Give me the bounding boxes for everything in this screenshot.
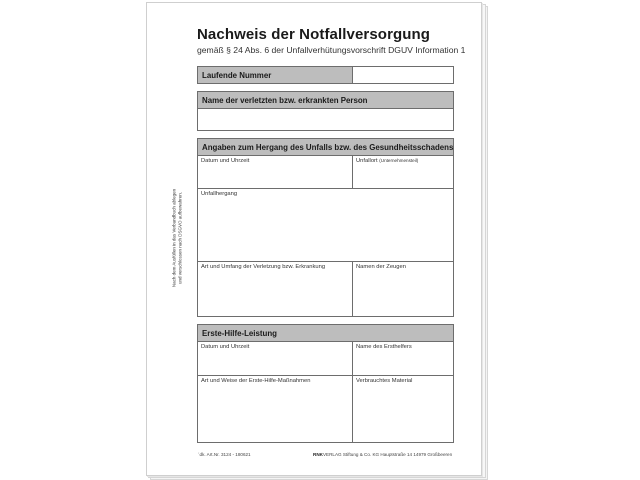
first-aid-measures-field[interactable] <box>197 375 353 443</box>
accident-date-time-field[interactable] <box>197 155 353 189</box>
form-subtitle: gemäß § 24 Abs. 6 der Unfallverhütungsvorschrift DGUV Information 1 <box>197 45 466 55</box>
injured-person-label: Name der verletzten bzw. erkrankten Person <box>197 91 454 109</box>
first-aid-section-heading: Erste-Hilfe-Leistung <box>197 324 454 342</box>
side-note <box>171 173 182 303</box>
running-number-field[interactable] <box>352 66 454 84</box>
injured-person-field[interactable] <box>197 108 454 131</box>
first-aid-measures-label: Art und Weise der Erste-Hilfe-Maßnahmen <box>201 378 311 384</box>
injury-type-label: Art und Umfang der Verletzung bzw. Erkrankung <box>201 264 326 270</box>
first-aider-label: Name des Ersthelfers <box>356 344 412 350</box>
witnesses-label: Namen der Zeugen <box>356 264 406 270</box>
materials-used-field[interactable] <box>352 375 454 443</box>
first-aider-field[interactable] <box>352 341 454 376</box>
accident-location-note: (Unternehmensteil) <box>379 158 419 163</box>
form-title: Nachweis der Notfallversorgung <box>197 26 431 43</box>
running-number-label: Laufende Nummer <box>197 66 353 84</box>
footer-publisher <box>313 452 452 457</box>
first-aid-date-time-label: Datum und Uhrzeit <box>201 344 250 350</box>
accident-location-label: Unfallort <box>356 158 378 164</box>
injury-type-field[interactable] <box>197 261 353 317</box>
side-note-line-2: und verschlossen nach DSGVO aufbewahren. <box>177 191 182 285</box>
accident-section-heading: Angaben zum Hergang des Unfalls bzw. des Gesundheitsschadens <box>197 138 454 156</box>
accident-location-field[interactable] <box>352 155 454 189</box>
accident-date-time-label: Datum und Uhrzeit <box>201 158 250 164</box>
accident-course-field[interactable] <box>197 188 454 262</box>
publisher-details: VERLAG Stiftung & Co. KG Hauptstraße 14 14979 Großbeeren <box>322 452 453 457</box>
publisher-brand: RNK <box>313 452 323 457</box>
materials-used-label: Verbrauchtes Material <box>356 378 413 384</box>
footer-article-number: ´dk. Art.Nr. 3124 - 180621 <box>198 452 251 457</box>
side-note-line-1: Nach dem Ausfüllen in das Verbandbuch ablegen <box>171 188 177 288</box>
accident-course-label: Unfallhergang <box>201 191 238 197</box>
witnesses-field[interactable] <box>352 261 454 317</box>
first-aid-date-time-field[interactable] <box>197 341 353 376</box>
